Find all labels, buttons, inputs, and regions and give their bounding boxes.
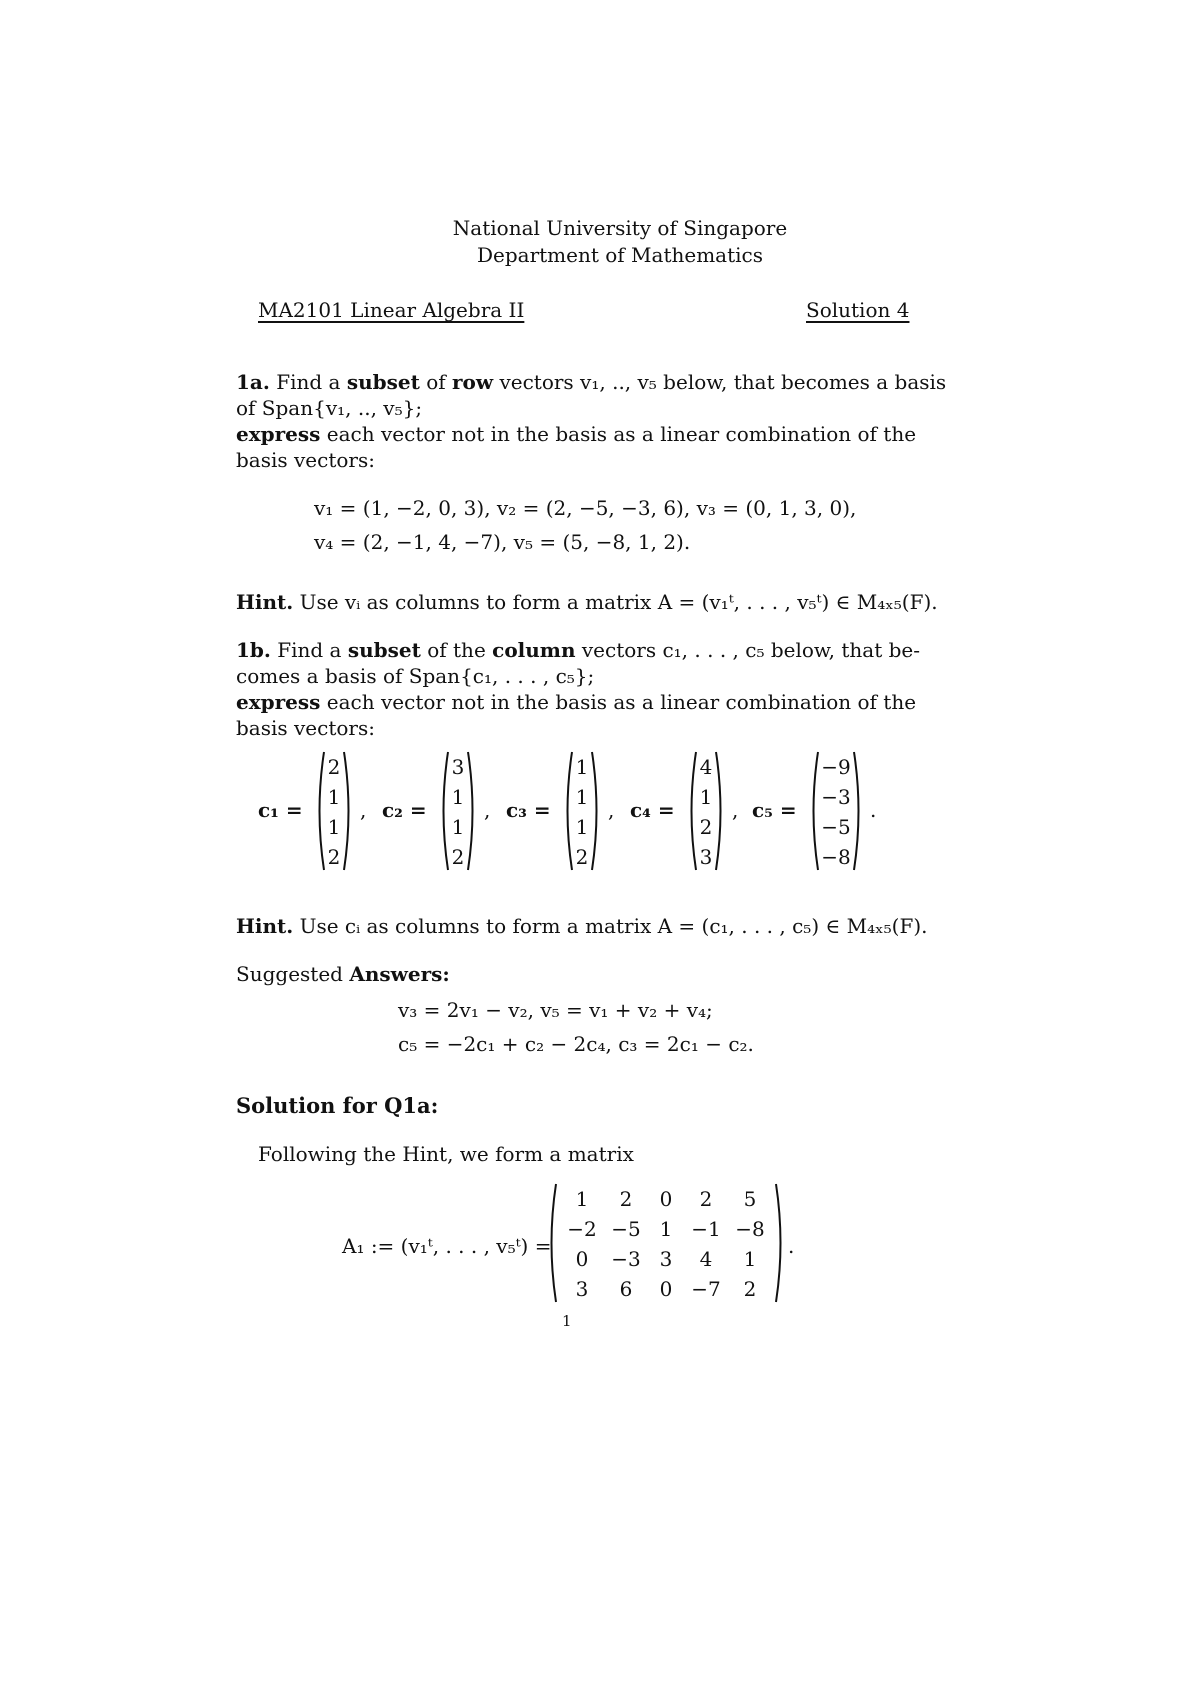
matrix-lhs: A₁ := (v₁ᵗ, . . . , v₅ᵗ) =	[342, 1234, 552, 1258]
q1b-line2: comes a basis of Span{c₁, . . . , c₅};	[236, 664, 595, 688]
matrix-entry: 3	[659, 1247, 673, 1271]
vector-entry: 2	[327, 845, 341, 869]
vector-separator: .	[870, 798, 877, 822]
vector-entry: 1	[699, 785, 713, 809]
matrix-entry: −1	[691, 1217, 721, 1241]
matrix-entry: 2	[619, 1187, 633, 1211]
matrix-entry: 1	[659, 1217, 673, 1241]
solution-heading: Solution for Q1a:	[236, 1093, 439, 1118]
hint-1-label: Hint.	[236, 590, 294, 614]
hint-2: Hint. Use cᵢ as columns to form a matrix A = (c₁, . . . , c₅) ∈ M₄ₓ₅(F).	[236, 914, 928, 938]
matrix-entry: 4	[699, 1247, 713, 1271]
column-vector-1	[314, 750, 354, 872]
q1a-line2: of Span{v₁, .., v₅};	[236, 396, 423, 420]
answer-line-2: c₅ = −2c₁ + c₂ − 2c₄, c₃ = 2c₁ − c₂.	[398, 1032, 754, 1056]
hint-1: Hint. Use vᵢ as columns to form a matrix A = (v₁ᵗ, . . . , v₅ᵗ) ∈ M₄ₓ₅(F).	[236, 590, 938, 614]
q1a-line1: 1a. Find a subset of row vectors v₁, .., v₅ below, that becomes a basis	[236, 370, 947, 394]
vector-entry: −5	[821, 815, 851, 839]
column-vector-2	[438, 750, 478, 872]
q1b-line3: express each vector not in the basis as a linear combination of the	[236, 690, 917, 714]
page-number: 1	[562, 1312, 572, 1330]
vectors-line-2: v₄ = (2, −1, 4, −7), v₅ = (5, −8, 1, 2).	[314, 530, 691, 554]
vector-entry: 2	[327, 755, 341, 779]
right-paren	[776, 1184, 781, 1302]
matrix-a1	[546, 1182, 786, 1304]
q1a-label: 1a.	[236, 370, 270, 394]
vector-label: c₁ =	[258, 798, 303, 822]
matrix-entry: −2	[567, 1217, 597, 1241]
matrix-entry: −5	[611, 1217, 641, 1241]
vector-entry: 1	[451, 785, 465, 809]
q1b-label: 1b.	[236, 638, 271, 662]
vector-entry: 1	[575, 785, 589, 809]
matrix-entry: 1	[575, 1187, 589, 1211]
column-vector-4	[686, 750, 726, 872]
vector-entry: 1	[451, 815, 465, 839]
vector-separator: ,	[732, 798, 739, 822]
matrix-entry: 6	[619, 1277, 633, 1301]
column-vector-3	[562, 750, 602, 872]
vector-entry: 2	[699, 815, 713, 839]
matrix-entry: 2	[743, 1277, 757, 1301]
hint-2-label: Hint.	[236, 914, 294, 938]
left-paren	[552, 1184, 557, 1302]
institution-name: National University of Singapore	[452, 216, 788, 240]
vector-entry: 1	[327, 785, 341, 809]
matrix-entry: 3	[575, 1277, 589, 1301]
matrix-entry: 0	[575, 1247, 589, 1271]
column-vector-5	[808, 750, 864, 872]
vector-label: c₂ =	[382, 798, 427, 822]
q1b-line1: 1b. Find a subset of the column vectors c₁, . . . , c₅ below, that be-	[236, 638, 920, 662]
vector-entry: 3	[699, 845, 713, 869]
vector-label: c₅ =	[752, 798, 797, 822]
vector-entry: −3	[821, 785, 851, 809]
matrix-entry: −8	[735, 1217, 765, 1241]
vector-entry: 1	[575, 755, 589, 779]
vector-entry: 4	[699, 755, 713, 779]
solution-number: Solution 4	[806, 298, 910, 322]
matrix-entry: 1	[743, 1247, 757, 1271]
matrix-entry: 0	[659, 1187, 673, 1211]
vector-entry: 1	[575, 815, 589, 839]
q1b-line4: basis vectors:	[236, 716, 375, 740]
solution-intro: Following the Hint, we form a matrix	[258, 1142, 634, 1166]
matrix-end-period: .	[788, 1234, 795, 1258]
vector-label: c₄ =	[630, 798, 675, 822]
vector-separator: ,	[360, 798, 367, 822]
department-name: Department of Mathematics	[476, 243, 763, 267]
matrix-entry: 0	[659, 1277, 673, 1301]
q1a-line3: express each vector not in the basis as a linear combination of the	[236, 422, 917, 446]
vector-entry: 2	[451, 845, 465, 869]
vector-entry: 1	[327, 815, 341, 839]
matrix-entry: 5	[743, 1187, 757, 1211]
vector-separator: ,	[484, 798, 491, 822]
q1a-line4: basis vectors:	[236, 448, 375, 472]
vector-entry: 3	[451, 755, 465, 779]
vector-entry: 2	[575, 845, 589, 869]
course-title: MA2101 Linear Algebra II	[258, 298, 525, 322]
matrix-entry: −7	[691, 1277, 721, 1301]
vector-entry: −8	[821, 845, 851, 869]
vectors-line-1: v₁ = (1, −2, 0, 3), v₂ = (2, −5, −3, 6), v₃ = (0, 1, 3, 0),	[314, 496, 857, 520]
suggested-answers-heading: Suggested Answers:	[236, 962, 450, 986]
matrix-entry: −3	[611, 1247, 641, 1271]
answer-line-1: v₃ = 2v₁ − v₂, v₅ = v₁ + v₂ + v₄;	[398, 998, 713, 1022]
vector-label: c₃ =	[506, 798, 551, 822]
vector-separator: ,	[608, 798, 615, 822]
matrix-entry: 2	[699, 1187, 713, 1211]
vector-entry: −9	[821, 755, 851, 779]
